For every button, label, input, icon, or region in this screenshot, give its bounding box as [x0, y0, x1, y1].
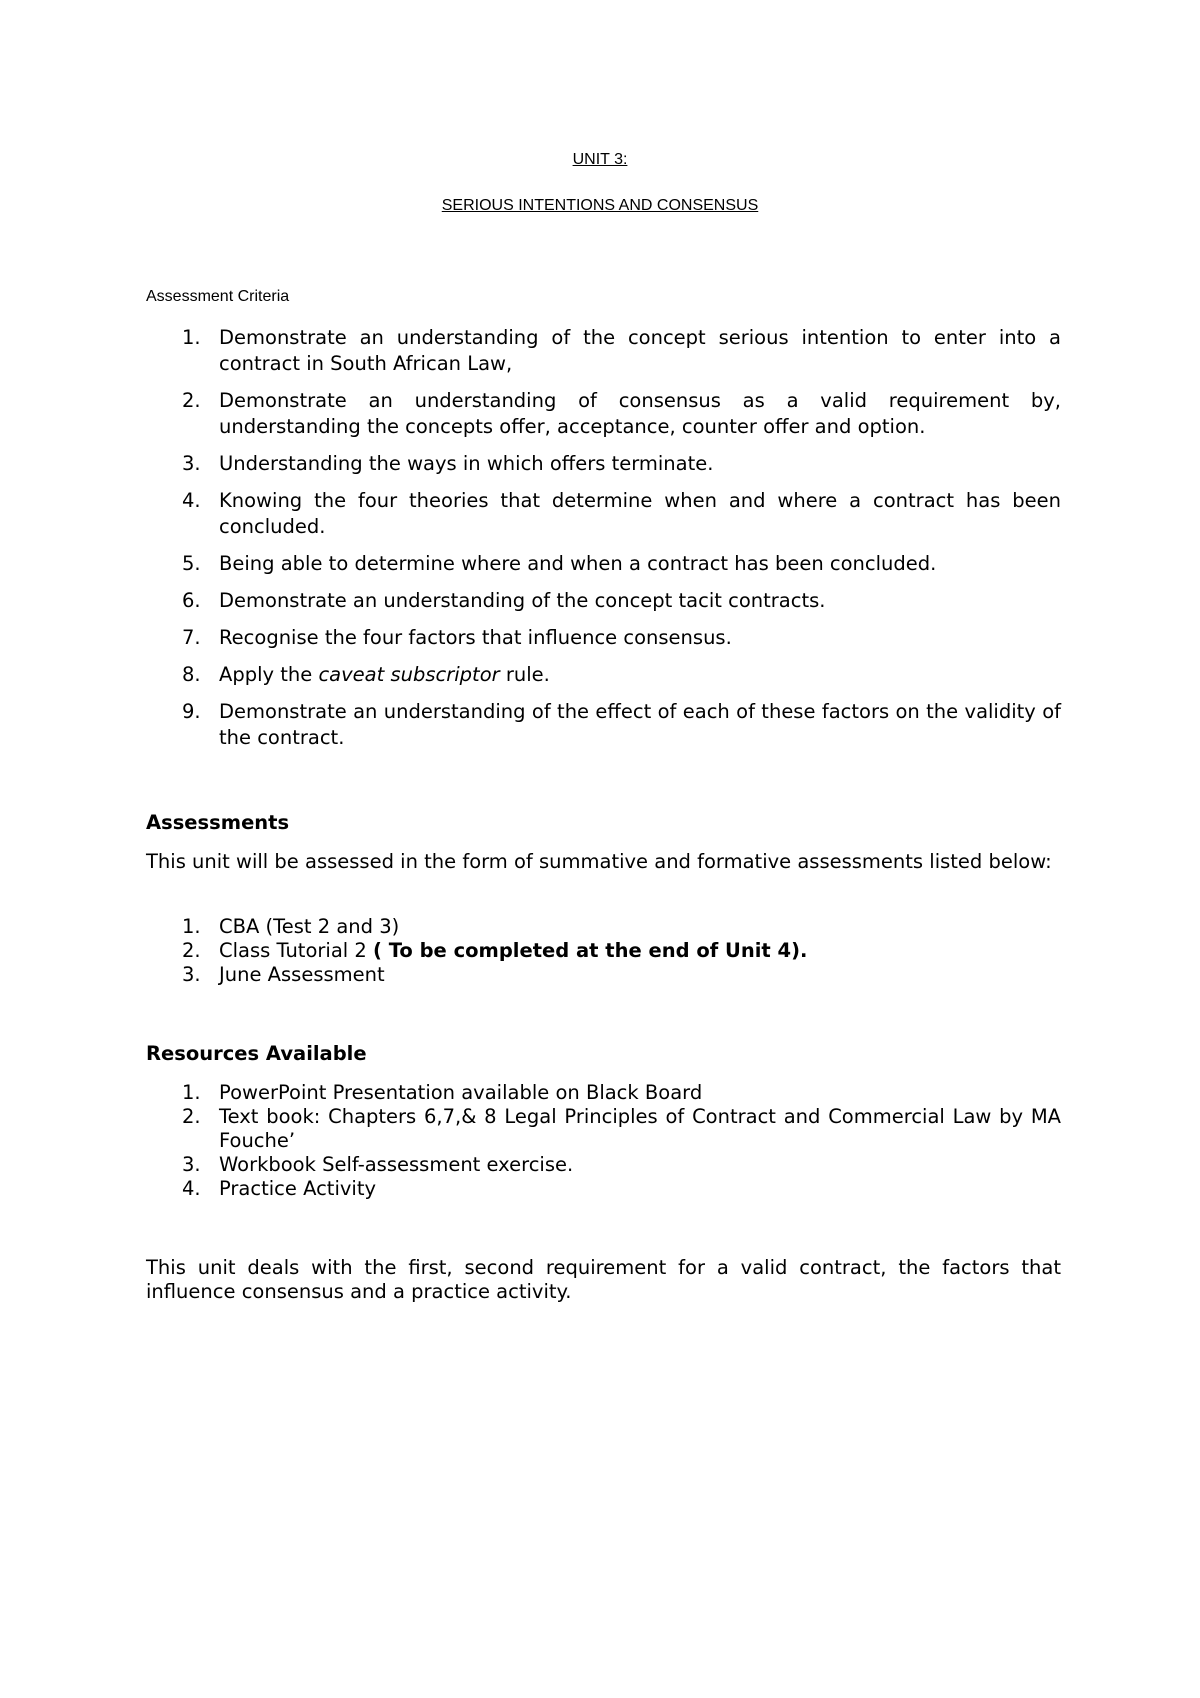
list-item-text: Demonstrate an understanding of the concept serious intention to enter into a contract in South African Law, [219, 326, 1061, 375]
list-number: 5. [182, 552, 201, 575]
list-number: 1. [182, 326, 201, 349]
list-item [146, 325, 1061, 377]
list-item-text-after: rule. [499, 663, 550, 686]
resources-heading: Resources Available [146, 1042, 367, 1065]
list-number: 1. [182, 915, 201, 938]
list-number: 2. [182, 389, 201, 412]
list-item-text: Knowing the four theories that determine when and where a contract has been concluded. [219, 489, 1061, 538]
list-number: 1. [182, 1081, 201, 1104]
list-number: 8. [182, 663, 201, 686]
list-item [146, 699, 1061, 751]
list-item [146, 551, 1061, 577]
list-item [146, 488, 1061, 540]
list-number: 3. [182, 1153, 201, 1176]
list-number: 7. [182, 626, 201, 649]
list-item-text: Being able to determine where and when a contract has been concluded. [219, 552, 937, 575]
list-item-text: Demonstrate an understanding of the effect of each of these factors on the validity of the contract. [219, 700, 1061, 749]
list-item-text: June Assessment [219, 963, 385, 986]
list-item-bold-text: ( To be completed at the end of Unit 4). [373, 939, 808, 962]
closing-paragraph: This unit deals with the first, second requirement for a valid contract, the factors that influence consensus and a practice activity. [146, 1256, 1061, 1303]
list-item [146, 1177, 1061, 1201]
list-number: 3. [182, 963, 201, 986]
list-number: 2. [182, 1105, 201, 1128]
unit-subtitle [0, 197, 1200, 215]
list-item-text: Recognise the four factors that influence consensus. [219, 626, 732, 649]
list-item-text: Class Tutorial 2 [219, 939, 373, 962]
list-number: 2. [182, 939, 201, 962]
list-item [146, 963, 1061, 987]
assessments-list [146, 915, 1061, 987]
list-item [146, 1105, 1061, 1153]
list-number: 9. [182, 700, 201, 723]
list-number: 4. [182, 489, 201, 512]
list-item-text: Understanding the ways in which offers terminate. [219, 452, 714, 475]
list-item [146, 1153, 1061, 1177]
list-item-text: Workbook Self-assessment exercise. [219, 1153, 574, 1176]
list-number: 4. [182, 1177, 201, 1200]
list-item [146, 939, 1061, 963]
list-item-text: Text book: Chapters 6,7,& 8 Legal Principles of Contract and Commercial Law by MA Fouche’ [219, 1105, 1061, 1152]
list-number: 6. [182, 589, 201, 612]
unit-subtitle-text: SERIOUS INTENTIONS AND CONSENSUS [441, 197, 759, 214]
unit-title-text: UNIT 3: [572, 151, 628, 168]
list-item-text-before: Apply the [219, 663, 319, 686]
list-item-text: Demonstrate an understanding of the concept tacit contracts. [219, 589, 826, 612]
list-number: 3. [182, 452, 201, 475]
list-item [146, 915, 1061, 939]
list-item-text: PowerPoint Presentation available on Black Board [219, 1081, 703, 1104]
assessment-criteria-heading: Assessment Criteria [146, 288, 290, 305]
list-item [146, 451, 1061, 477]
list-item-text: Demonstrate an understanding of consensus as a valid requirement by, understanding the concepts offer, acceptance, counter offer and option. [219, 389, 1061, 438]
assessment-criteria-list [146, 325, 1061, 762]
assessments-heading: Assessments [146, 811, 290, 834]
list-item [146, 388, 1061, 440]
list-item [146, 1081, 1061, 1105]
assessments-intro: This unit will be assessed in the form of summative and formative assessments listed below: [146, 850, 1052, 873]
list-item [146, 662, 1061, 688]
list-item [146, 588, 1061, 614]
list-item [146, 625, 1061, 651]
unit-title [0, 151, 1200, 169]
list-item-text: Practice Activity [219, 1177, 377, 1200]
list-item-text-italic: caveat subscriptor [318, 663, 500, 686]
resources-list [146, 1081, 1061, 1201]
list-item-text: CBA (Test 2 and 3) [219, 915, 400, 938]
